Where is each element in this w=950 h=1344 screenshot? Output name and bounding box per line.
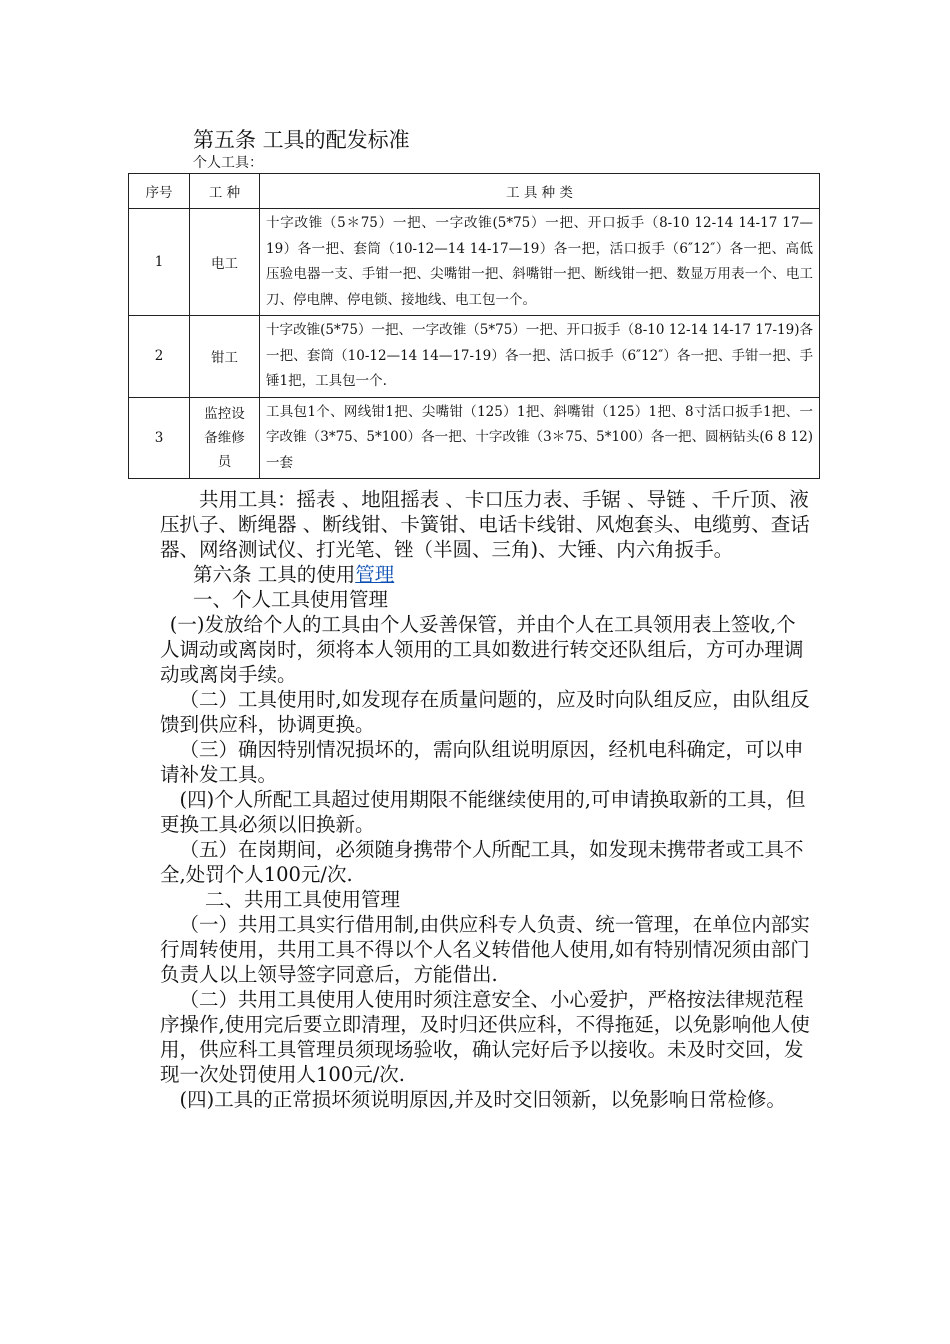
- section6-title-text: 第六条 工具的使用: [193, 563, 356, 586]
- part2-item: （二）共用工具使用人使用时须注意安全、小心爱护，严格按法律规范程序操作,使用完后要立即清理，及时归还供应科，不得拖延，以免影响他人使用，供应科工具管理员须现场验收，确认完好后予以接收。未及时交回，发现一次处罚使用人100元/次.: [160, 988, 810, 1086]
- row-tools: 十字改锥（5＊75）一把、一字改锥(5*75）一把、开口扳手（8-10 12-14 14-17 17—19）各一把、套筒（10-12—14 14-17—19）各一把，活口扳手（6″12″）各一把、高低压验电器一支、手钳一把、尖嘴钳一把、斜嘴钳一把、断线钳一把、数显万用表一个、电工刀、停电牌、停电锁、接地线、电工包一个。: [260, 209, 820, 316]
- section5-title: 第五条 工具的配发标准: [193, 128, 410, 152]
- part1-item: （三）确因特别情况损坏的，需向队组说明原因，经机电科确定，可以申请补发工具。: [160, 738, 804, 786]
- row-num: 2: [129, 316, 190, 398]
- body-text: [160, 487, 810, 1112]
- part1-item: （二）工具使用时,如发现存在质量问题的，应及时向队组反应，由队组反馈到供应科，协调更换。: [160, 688, 810, 736]
- section6-title: [160, 562, 810, 587]
- part2-heading: 二、共用工具使用管理: [205, 888, 401, 911]
- part1-heading: 一、个人工具使用管理: [193, 588, 389, 611]
- row-kind: [190, 397, 260, 479]
- table-row: [129, 209, 820, 316]
- row-kind: 钳工: [190, 316, 260, 398]
- section5-subtitle: 个人工具：: [193, 155, 263, 171]
- table-row: [129, 397, 820, 479]
- part1-item: （五）在岗期间，必须随身携带个人所配工具，如发现未携带者或工具不全,处罚个人100元/次.: [160, 838, 804, 886]
- part1-item: (四)个人所配工具超过使用期限不能继续使用的,可申请换取新的工具，但更换工具必须以旧换新。: [160, 788, 806, 836]
- header-tools: 工 具 种 类: [260, 174, 820, 209]
- table-row: [129, 316, 820, 398]
- row-kind: 电工: [190, 209, 260, 316]
- shared-tools-paragraph: 共用工具：摇表 、地阻摇表 、卡口压力表、手锯 、导链 、千斤顶、液压扒子、断绳器 、断线钳、卡簧钳、电话卡线钳、风炮套头、电缆剪、查话器、网络测试仪、打光笔、锉（半圆、三角)、大锤、内六角扳手。: [160, 488, 810, 561]
- row-num: 3: [129, 397, 190, 479]
- row-num: 1: [129, 209, 190, 316]
- header-num: 序号: [129, 174, 190, 209]
- row-tools: 工具包1个、网线钳1把、尖嘴钳（125）1把、斜嘴钳（125）1把、8寸活口扳手1把、一字改锥（3*75、5*100）各一把、十字改锥（3＊75、5*100）各一把、圆柄钻头(6 8 12)一套: [260, 397, 820, 479]
- part2-item: （一）共用工具实行借用制,由供应科专人负责、统一管理，在单位内部实行周转使用，共用工具不得以个人名义转借他人使用,如有特别情况须由部门负责人以上领导签字同意后，方能借出.: [160, 913, 810, 986]
- management-link[interactable]: 管理: [355, 563, 395, 586]
- row-tools: 十字改锥(5*75）一把、一字改锥（5*75）一把、开口扳手（8-10 12-14 14-17 17-19)各一把、套筒（10-12—14 14—17-19）各一把、活口扳手（6″12″）各一把、手钳一把、手锤1把，工具包一个.: [260, 316, 820, 398]
- row-kind-text: 监控设备维修员: [204, 405, 245, 470]
- tool-table: [128, 173, 820, 479]
- header-kind: 工 种: [190, 174, 260, 209]
- part2-item: (四)工具的正常损坏须说明原因,并及时交旧领新，以免影响日常检修。: [179, 1088, 786, 1111]
- table-header-row: [129, 174, 820, 209]
- part1-item: (一)发放给个人的工具由个人妥善保管，并由个人在工具领用表上签收,个人调动或离岗时，须将本人领用的工具如数进行转交还队组后，方可办理调动或离岗手续。: [160, 613, 804, 686]
